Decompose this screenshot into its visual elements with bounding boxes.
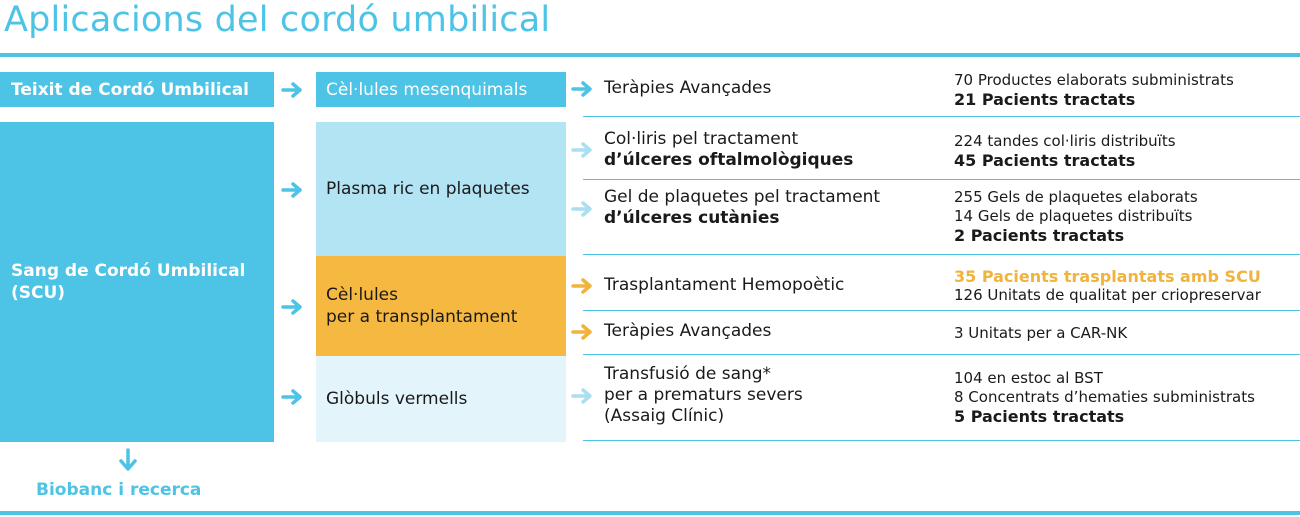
top-divider bbox=[0, 53, 1300, 57]
component-mesenchymal bbox=[316, 72, 566, 107]
source-blood-label: Sang de Cordó Umbilical bbox=[11, 261, 246, 281]
arrow-right-icon bbox=[571, 276, 595, 296]
row-separator bbox=[583, 310, 1300, 311]
bottom-divider bbox=[0, 511, 1300, 515]
arrow-right-icon bbox=[571, 199, 595, 219]
component-cells-label-1: Cèl·lules bbox=[326, 285, 398, 305]
stats-transplant: 35 Pacients trasplantats amb SCU 126 Unitats de qualitat per criopreservar bbox=[954, 267, 1261, 304]
arrow-right-icon bbox=[571, 79, 595, 99]
component-mesenchymal-label: Cèl·lules mesenquimals bbox=[326, 79, 528, 100]
arrow-right-icon bbox=[571, 386, 595, 406]
application-advanced-therapies-2: Teràpies Avançades bbox=[604, 321, 772, 341]
component-cells-label-2: per a transplantament bbox=[326, 307, 518, 327]
arrow-down-icon bbox=[117, 448, 139, 474]
arrow-right-icon bbox=[571, 140, 595, 160]
application-collyre: Col·liris pel tractament d’úlceres oftalmològiques bbox=[604, 129, 854, 170]
stats-platelet-gel: 255 Gels de plaquetes elaborats 14 Gels de plaquetes distribuïts 2 Pacients tractats bbox=[954, 188, 1198, 245]
stats-advanced-therapies: 70 Productes elaborats subministrats 21 Pacients tractats bbox=[954, 71, 1234, 109]
source-blood-abbrev: (SCU) bbox=[11, 283, 66, 303]
row-separator bbox=[583, 354, 1300, 355]
row-separator bbox=[583, 116, 1300, 117]
component-cells bbox=[316, 256, 566, 356]
source-blood-box bbox=[0, 122, 274, 442]
application-advanced-therapies: Teràpies Avançades bbox=[604, 78, 772, 98]
component-red bbox=[316, 356, 566, 442]
arrow-right-icon bbox=[281, 180, 305, 200]
application-platelet-gel: Gel de plaquetes pel tractament d’úlceres cutànies bbox=[604, 187, 881, 228]
arrow-right-icon bbox=[571, 322, 595, 342]
component-plasma bbox=[316, 122, 566, 256]
biobank-label: Biobanc i recerca bbox=[36, 480, 202, 500]
stats-collyre: 224 tandes col·liris distribuïts 45 Pacients tractats bbox=[954, 132, 1176, 170]
application-transplant: Trasplantament Hemopoètic bbox=[604, 275, 845, 295]
stats-transfusion: 104 en estoc al BST 8 Concentrats d’hematies subministrats 5 Pacients tractats bbox=[954, 369, 1255, 426]
application-transfusion: Transfusió de sang* per a prematurs severs (Assaig Clínic) bbox=[604, 364, 803, 426]
row-separator bbox=[583, 179, 1300, 180]
component-plasma-label: Plasma ric en plaquetes bbox=[326, 179, 530, 199]
component-red-label: Glòbuls vermells bbox=[326, 389, 468, 409]
stats-advanced-therapies-2: 3 Unitats per a CAR-NK bbox=[954, 324, 1128, 342]
source-tissue-label: Teixit de Cordó Umbilical bbox=[11, 79, 249, 100]
page-title: Aplicacions del cordó umbilical bbox=[4, 0, 551, 40]
row-separator bbox=[583, 254, 1300, 255]
arrow-right-icon bbox=[281, 80, 305, 100]
source-tissue-box bbox=[0, 72, 274, 107]
arrow-right-icon bbox=[281, 297, 305, 317]
arrow-right-icon bbox=[281, 387, 305, 407]
row-separator bbox=[583, 440, 1300, 441]
